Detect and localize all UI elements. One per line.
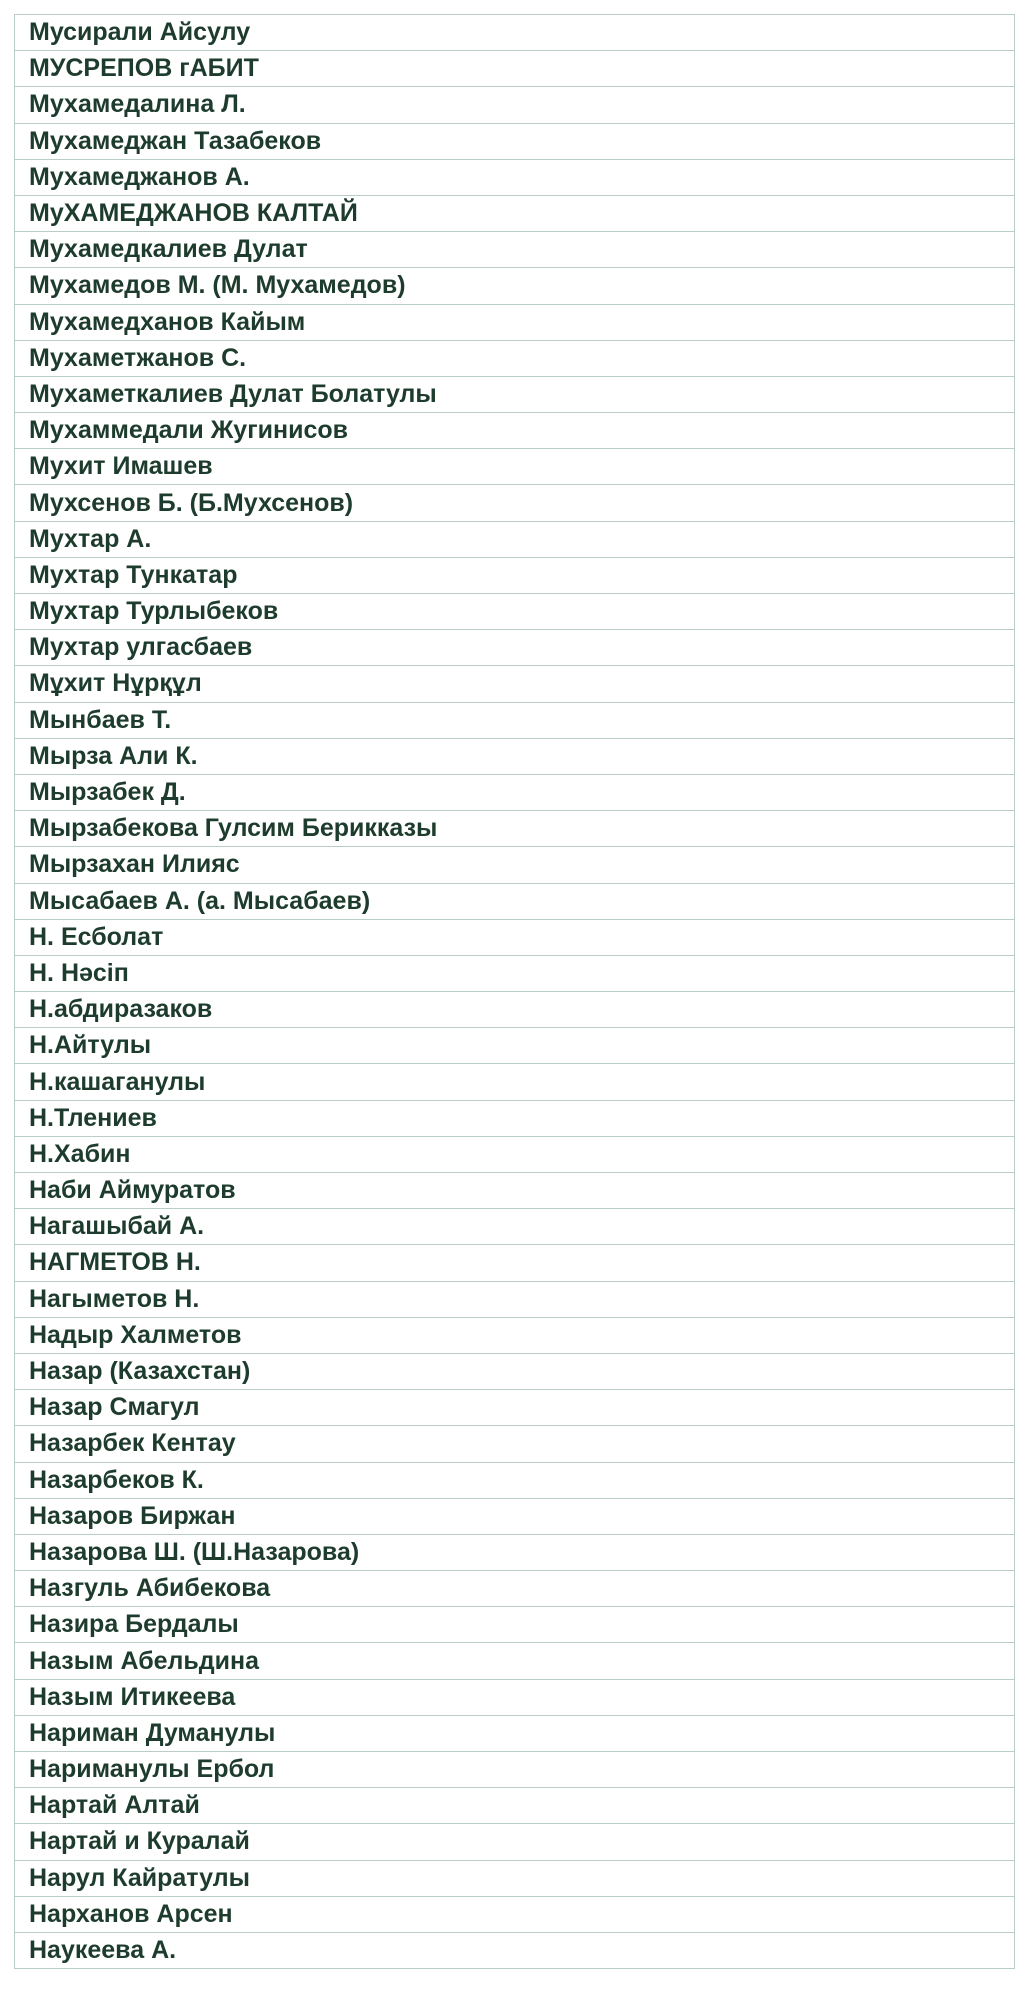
table-row <box>15 1643 1015 1679</box>
table-row <box>15 1064 1015 1100</box>
name-cell: Мухамеджанов А. <box>15 159 1015 195</box>
name-cell: Назгуль Абибекова <box>15 1571 1015 1607</box>
table-row <box>15 992 1015 1028</box>
name-cell: Мухтар Тункатар <box>15 557 1015 593</box>
name-cell: Мухтар улгасбаев <box>15 630 1015 666</box>
name-cell: Назаров Биржан <box>15 1498 1015 1534</box>
name-cell: Нарул Кайратулы <box>15 1860 1015 1896</box>
name-cell: Мухсенов Б. (Б.Мухсенов) <box>15 485 1015 521</box>
name-cell: Мырзахан Илияс <box>15 847 1015 883</box>
table-row <box>15 1281 1015 1317</box>
table-row <box>15 774 1015 810</box>
name-cell: Назарбеков К. <box>15 1462 1015 1498</box>
table-row <box>15 1100 1015 1136</box>
table-row <box>15 1390 1015 1426</box>
name-cell: Н.Тлениев <box>15 1100 1015 1136</box>
name-cell: Мұхит Нұрқұл <box>15 666 1015 702</box>
table-row <box>15 1932 1015 1968</box>
name-cell: Мухтар А. <box>15 521 1015 557</box>
name-cell: Мухаметкалиев Дулат Болатулы <box>15 376 1015 412</box>
table-row <box>15 123 1015 159</box>
name-cell: Надыр Халметов <box>15 1317 1015 1353</box>
name-cell: Н.Айтулы <box>15 1028 1015 1064</box>
table-row <box>15 1028 1015 1064</box>
name-cell: Назарбек Кентау <box>15 1426 1015 1462</box>
table-row <box>15 1353 1015 1389</box>
table-row <box>15 666 1015 702</box>
table-row <box>15 413 1015 449</box>
name-cell: Нарханов Арсен <box>15 1896 1015 1932</box>
table-row <box>15 883 1015 919</box>
name-list-body <box>15 15 1015 1969</box>
table-row <box>15 232 1015 268</box>
table-row <box>15 557 1015 593</box>
name-cell: Нартай и Куралай <box>15 1824 1015 1860</box>
table-row <box>15 1534 1015 1570</box>
name-cell: Н.кашаганулы <box>15 1064 1015 1100</box>
table-row <box>15 847 1015 883</box>
name-list-table <box>14 14 1015 1969</box>
table-row <box>15 449 1015 485</box>
table-row <box>15 594 1015 630</box>
table-row <box>15 811 1015 847</box>
table-row <box>15 1788 1015 1824</box>
table-row <box>15 1426 1015 1462</box>
table-row <box>15 1860 1015 1896</box>
name-cell: Мухаметжанов С. <box>15 340 1015 376</box>
name-cell: Назарова Ш. (Ш.Назарова) <box>15 1534 1015 1570</box>
name-cell: Назар (Казахстан) <box>15 1353 1015 1389</box>
name-cell: Назым Абельдина <box>15 1643 1015 1679</box>
table-row <box>15 955 1015 991</box>
table-row <box>15 738 1015 774</box>
name-cell: МуХАМЕДЖАНОВ КАЛТАЙ <box>15 195 1015 231</box>
name-cell: Мухит Имашев <box>15 449 1015 485</box>
name-cell: Мырзабекова Гулсим Берикказы <box>15 811 1015 847</box>
name-cell: Мухамедкалиев Дулат <box>15 232 1015 268</box>
table-row <box>15 1715 1015 1751</box>
name-cell: Мухаммедали Жугинисов <box>15 413 1015 449</box>
table-row <box>15 1571 1015 1607</box>
table-row <box>15 15 1015 51</box>
name-cell: Назым Итикеева <box>15 1679 1015 1715</box>
table-row <box>15 1317 1015 1353</box>
name-cell: Мухамедов М. (М. Мухамедов) <box>15 268 1015 304</box>
name-cell: Мухамедханов Кайым <box>15 304 1015 340</box>
name-cell: Мухамедалина Л. <box>15 87 1015 123</box>
table-row <box>15 304 1015 340</box>
table-row <box>15 1607 1015 1643</box>
name-cell: Мысабаев А. (а. Мысабаев) <box>15 883 1015 919</box>
name-cell: Н. Нәсіп <box>15 955 1015 991</box>
table-row <box>15 1752 1015 1788</box>
name-cell: НАГМЕТОВ Н. <box>15 1245 1015 1281</box>
table-row <box>15 1173 1015 1209</box>
table-row <box>15 195 1015 231</box>
table-row <box>15 630 1015 666</box>
name-cell: МУСРЕПОВ гАБИТ <box>15 51 1015 87</box>
name-cell: Нагашыбай А. <box>15 1209 1015 1245</box>
table-row <box>15 1498 1015 1534</box>
name-cell: Нагыметов Н. <box>15 1281 1015 1317</box>
table-row <box>15 51 1015 87</box>
name-cell: Мырза Али К. <box>15 738 1015 774</box>
name-cell: Н. Есболат <box>15 919 1015 955</box>
table-row <box>15 1679 1015 1715</box>
name-cell: Н.Хабин <box>15 1136 1015 1172</box>
name-cell: Мухтар Турлыбеков <box>15 594 1015 630</box>
table-row <box>15 1824 1015 1860</box>
name-cell: Нартай Алтай <box>15 1788 1015 1824</box>
name-cell: Мырзабек Д. <box>15 774 1015 810</box>
name-cell: Нариман Думанулы <box>15 1715 1015 1751</box>
table-row <box>15 340 1015 376</box>
table-row <box>15 919 1015 955</box>
table-row <box>15 1136 1015 1172</box>
name-cell: Н.абдиразаков <box>15 992 1015 1028</box>
name-cell: Мусирали Айсулу <box>15 15 1015 51</box>
name-cell: Мынбаев Т. <box>15 702 1015 738</box>
table-row <box>15 376 1015 412</box>
table-row <box>15 702 1015 738</box>
table-row <box>15 1245 1015 1281</box>
table-row <box>15 87 1015 123</box>
table-row <box>15 1462 1015 1498</box>
name-cell: Назира Бердалы <box>15 1607 1015 1643</box>
table-row <box>15 485 1015 521</box>
name-cell: Нариманулы Ербол <box>15 1752 1015 1788</box>
name-cell: Наби Аймуратов <box>15 1173 1015 1209</box>
name-cell: Назар Смагул <box>15 1390 1015 1426</box>
table-row <box>15 159 1015 195</box>
table-row <box>15 268 1015 304</box>
table-row <box>15 1209 1015 1245</box>
table-row <box>15 521 1015 557</box>
name-cell: Мухамеджан Тазабеков <box>15 123 1015 159</box>
name-cell: Наукеева А. <box>15 1932 1015 1968</box>
table-row <box>15 1896 1015 1932</box>
